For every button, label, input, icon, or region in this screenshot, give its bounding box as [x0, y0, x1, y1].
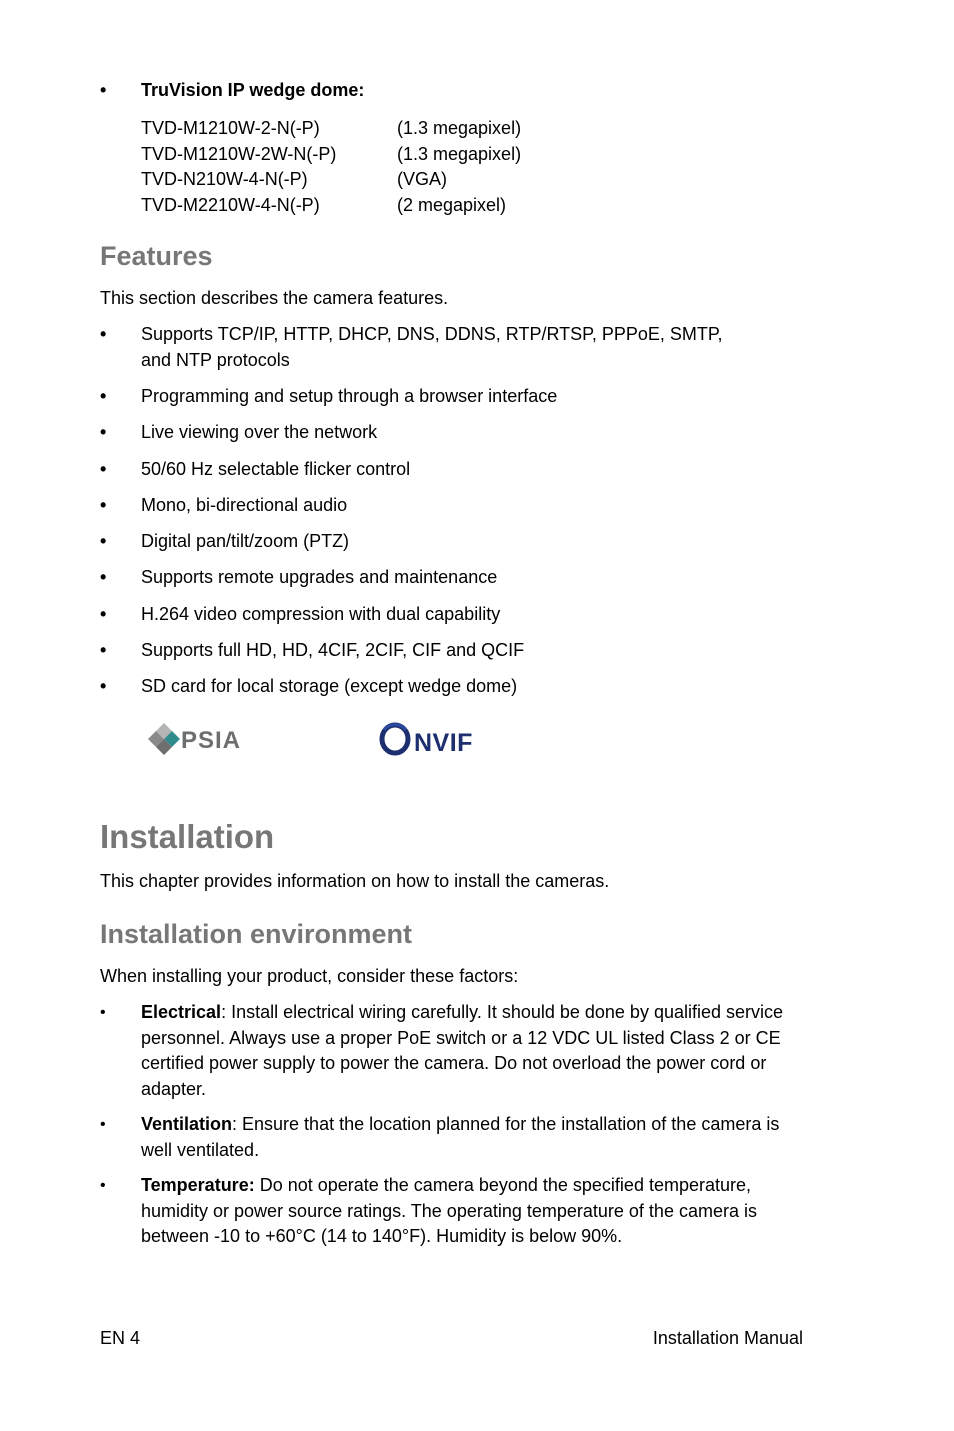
feature-text: Digital pan/tilt/zoom (PTZ)	[141, 531, 350, 552]
installation-intro: This chapter provides information on how to install the cameras.	[100, 871, 610, 891]
list-item	[100, 1173, 810, 1250]
bullet-marker: •	[100, 1004, 106, 1021]
factor-term: Temperature:	[141, 1175, 255, 1195]
model-row	[141, 116, 521, 142]
feature-text: Supports TCP/IP, HTTP, DHCP, DNS, DDNS, RTP/RTSP, PPPoE, SMTP,	[141, 324, 723, 344]
psia-logo	[144, 720, 262, 763]
list-item	[100, 493, 810, 529]
features-heading: Features	[100, 241, 213, 271]
bullet-marker: •	[100, 422, 107, 443]
bullet-marker: •	[100, 640, 107, 661]
list-item	[100, 565, 810, 601]
bullet-marker: •	[100, 324, 107, 344]
bullet-marker: •	[100, 1116, 106, 1133]
model-row	[141, 142, 521, 168]
feature-text: Supports full HD, HD, 4CIF, 2CIF, CIF and QCIF	[141, 640, 525, 661]
feature-text: and NTP protocols	[141, 349, 290, 370]
footer-page-number: EN 4	[100, 1328, 141, 1348]
model-name: TVD-M1210W-2-N(-P)	[141, 118, 320, 138]
onvif-logo	[378, 720, 498, 763]
feature-text: 50/60 Hz selectable flicker control	[141, 458, 411, 479]
bullet-marker: •	[100, 386, 107, 406]
svg-text:NVIF: NVIF	[414, 729, 473, 757]
model-name: TVD-M2210W-4-N(-P)	[141, 195, 320, 216]
features-list	[100, 322, 810, 711]
bullet-marker: •	[100, 494, 107, 515]
bullet-marker: •	[100, 80, 107, 100]
list-item	[100, 457, 810, 493]
list-item	[100, 674, 810, 710]
psia-logo-text: PSIA	[181, 727, 242, 754]
model-resolution: (1.3 megapixel)	[397, 143, 522, 164]
model-resolution: (1.3 megapixel)	[397, 118, 522, 138]
factor-term: Ventilation	[141, 1114, 233, 1134]
list-item	[100, 420, 810, 456]
onvif-logo-mark	[378, 720, 498, 758]
bullet-marker: •	[100, 531, 107, 552]
list-item	[100, 638, 810, 674]
list-item	[100, 1112, 810, 1163]
environment-intro: When installing your product, consider these factors:	[100, 966, 519, 986]
factor-text: : Ensure that the location planned for the installation of the camera is well ventilated.	[141, 1114, 780, 1160]
model-name: TVD-N210W-4-N(-P)	[141, 169, 308, 190]
factor-text: Do not operate the camera beyond the specified temperature, humidity or power source ratings. The operating temperature of the camera is between -10 to +60°C (14 to 140°F). Humidity is below 90%.	[141, 1175, 757, 1246]
feature-text: Mono, bi-directional audio	[141, 494, 348, 515]
feature-text: SD card for local storage (except wedge dome)	[141, 676, 518, 697]
wedge-dome-label: TruVision IP wedge dome:	[141, 80, 365, 100]
model-row	[141, 167, 521, 193]
feature-text: Programming and setup through a browser interface	[141, 386, 558, 406]
list-item	[100, 1000, 810, 1102]
bullet-marker: •	[100, 676, 107, 697]
environment-list	[100, 1000, 810, 1260]
list-item	[100, 529, 810, 565]
model-row	[141, 193, 521, 219]
features-intro: This section describes the camera features.	[100, 288, 449, 308]
factor-text: : Install electrical wiring carefully. It should be done by qualified service personnel. Always use a proper PoE switch or a 12 VDC UL listed Class 2 or CE certified power supply to power the camera. Do not overload the power cord or adapter.	[141, 1002, 784, 1099]
bullet-marker: •	[100, 458, 107, 479]
list-item	[100, 384, 810, 420]
bullet-marker: •	[100, 567, 107, 588]
feature-text: H.264 video compression with dual capability	[141, 603, 501, 624]
bullet-marker: •	[100, 603, 107, 624]
model-name: TVD-M1210W-2W-N(-P)	[141, 143, 337, 164]
feature-text: Supports remote upgrades and maintenance	[141, 567, 498, 588]
model-list	[141, 116, 521, 219]
psia-logo-mark	[144, 720, 262, 758]
bullet-marker: •	[100, 1177, 106, 1194]
list-item	[100, 602, 810, 638]
factor-term: Electrical	[141, 1002, 222, 1022]
feature-text: Live viewing over the network	[141, 422, 378, 443]
environment-heading: Installation environment	[100, 919, 413, 949]
footer-title: Installation Manual	[652, 1328, 803, 1348]
model-resolution: (2 megapixel)	[397, 195, 507, 216]
list-item	[100, 322, 810, 384]
model-resolution: (VGA)	[397, 169, 448, 190]
installation-heading: Installation	[100, 818, 275, 855]
